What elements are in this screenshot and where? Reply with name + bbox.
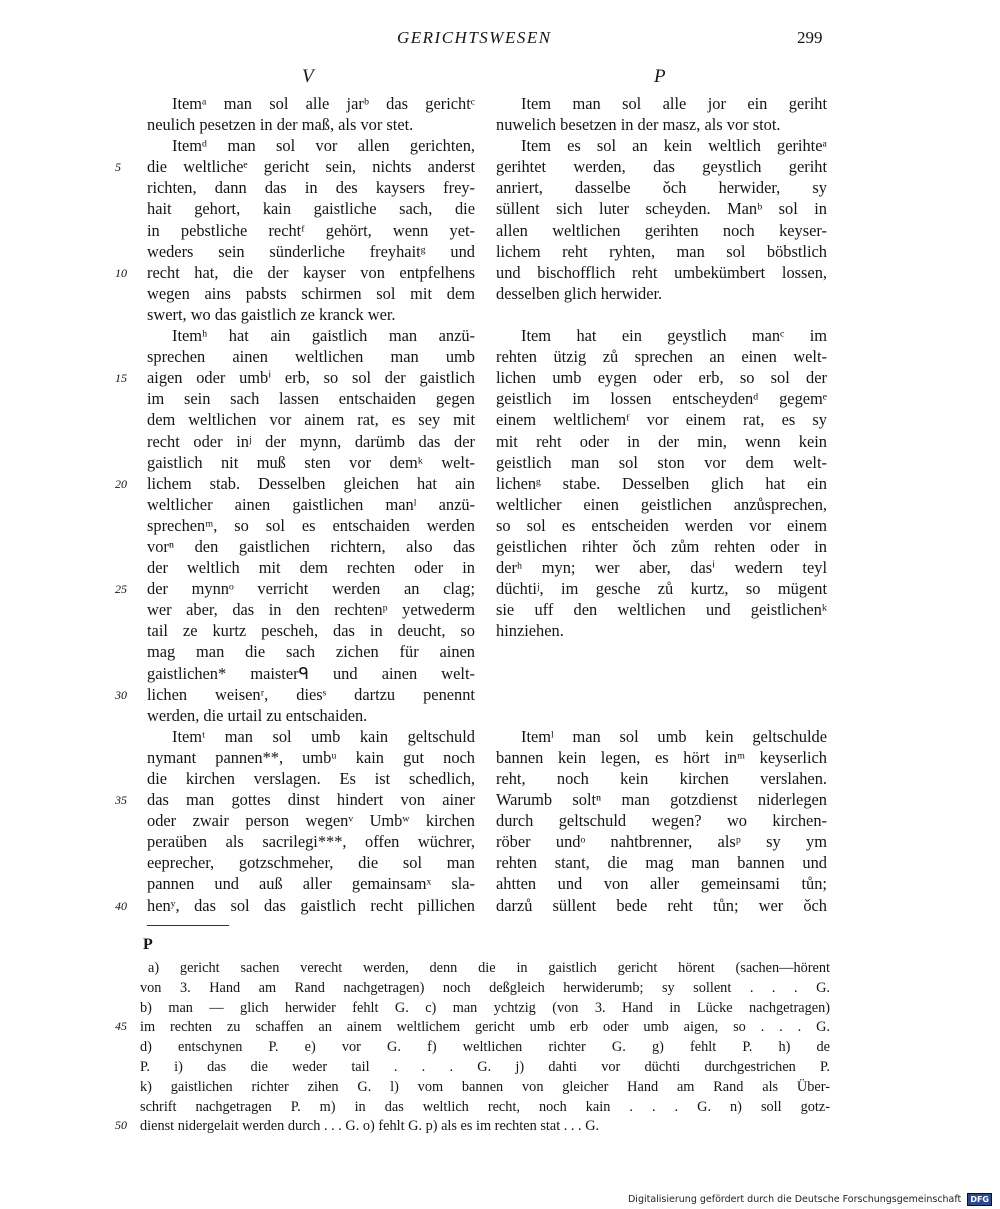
- apparatus-line: a) gericht sachen verecht werden, denn die in gaistlich gericht hörent (sachen—hörent: [148, 960, 830, 976]
- text-line: peraüben als sacrilegi***, offen wüchrer,: [147, 832, 475, 852]
- text-line: swert, wo das gaistlich ze kranck wer.: [147, 304, 396, 324]
- left-column-text: [147, 93, 475, 916]
- line-number: 50: [115, 1118, 127, 1132]
- text-line: nuwelich besetzen in der masz, als vor stot.: [496, 115, 781, 135]
- text-line: Itemᵈ man sol vor allen gerichten,: [172, 136, 475, 156]
- left-column-siglum: V: [302, 66, 314, 87]
- text-line: mit reht oder in der min, wenn kein: [496, 431, 827, 451]
- text-line: richten, dann das in des kaysers frey-: [147, 178, 475, 198]
- text-line: gerihtet werden, das geystlich geriht: [496, 157, 827, 177]
- text-line: lichem stab. Desselben gleichen hat ain: [147, 473, 475, 493]
- apparatus-line: dienst nidergelait werden durch . . . G. o) fehlt G. p) als es im rechten stat . . . G.: [140, 1118, 600, 1135]
- text-line: geistlich im lossen entscheydenᵈ gegemᵉ: [496, 389, 827, 409]
- text-line: die weltlicheᵉ gericht sein, nichts anderst: [147, 157, 475, 177]
- line-number: 15: [115, 371, 127, 385]
- text-line: lichen umb eygen oder erb, so sol der: [496, 368, 827, 388]
- text-line: Warumb soltⁿ man gotzdienst niderlegen: [496, 790, 827, 810]
- text-line: oder zwair person wegenᵛ Umbʷ kirchen: [147, 811, 475, 831]
- text-line: hait gehort, kain gaistliche sach, die: [147, 199, 475, 219]
- line-number: 20: [115, 477, 127, 491]
- text-line: Item es sol an kein weltlich gerihteᵃ: [521, 136, 827, 156]
- text-line: recht hat, die der kayser von entpfelhens: [147, 262, 475, 282]
- line-number: 35: [115, 793, 127, 807]
- text-line: ahtten und von aller gemeinsami tůn;: [496, 874, 827, 894]
- text-line: im sein sach lassen entschaiden gegen: [147, 389, 475, 409]
- text-line: neulich pesetzen in der maß, als vor stet.: [147, 115, 414, 135]
- apparatus-line: im rechten zu schaffen an ainem weltlichem gericht umb erb oder umb aigen, so . . . G.: [140, 1019, 830, 1036]
- text-line: hinziehen.: [496, 621, 564, 641]
- text-line: gaistlichen* maisterᑫ und ainen welt-: [147, 663, 475, 683]
- line-number: 5: [115, 160, 121, 174]
- footnote-rule: [147, 925, 229, 926]
- text-line: Itemᵗ man sol umb kain geltschuld: [172, 726, 475, 746]
- apparatus-line: b) man — glich herwider fehlt G. c) man ychtzig (von 3. Hand in Lücke nachgetragen): [140, 999, 830, 1016]
- text-line: nymant pannen**, umbᵘ kain gut noch: [147, 747, 475, 767]
- text-line: darzů süllent bede reht tůn; wer ǒch: [496, 895, 827, 915]
- text-line: lichenᵍ stabe. Desselben glich hat ein: [496, 473, 827, 493]
- text-line: wegen ains pabsts schirmen sol mit dem: [147, 283, 475, 303]
- text-line: bannen kein legen, es hört inᵐ keyserlich: [496, 747, 827, 767]
- line-number: 40: [115, 899, 127, 913]
- text-line: der weltlich mit dem rechten oder in: [147, 558, 475, 578]
- text-line: das man gottes dinst hindert von ainer: [147, 790, 475, 810]
- text-line: vorⁿ den gaistlichen richtern, also das: [147, 536, 475, 556]
- critical-apparatus: [140, 959, 830, 1137]
- apparatus-line: d) entschynen P. e) vor G. f) weltlichen richter G. g) fehlt P. h) de: [140, 1039, 830, 1056]
- text-line: Item man sol alle jor ein geriht: [521, 94, 827, 113]
- text-line: röber undᵒ nahtbrenner, alsᵖ sy ym: [496, 832, 827, 852]
- text-line: der mynnᵒ verricht werden an clag;: [147, 579, 475, 599]
- text-line: derʰ myn; wer aber, dasⁱ wedern teyl: [496, 558, 827, 578]
- text-line: reht, noch kein kirchen verslahen.: [496, 769, 827, 789]
- text-line: rehten ützig zů sprechen an einen welt-: [496, 347, 827, 367]
- text-line: lichen weisenʳ, diesˢ dartzu penennt: [147, 684, 475, 704]
- paragraph-gap: [496, 304, 827, 325]
- section-gap: [496, 641, 827, 725]
- page-header: [0, 28, 1000, 50]
- dfg-logo: DFG: [967, 1193, 992, 1206]
- text-line: durch geltschuld wegen? wo kirchen-: [496, 811, 827, 831]
- text-line: und bischofflich reht umbekümbert lossen,: [496, 262, 827, 282]
- right-column-siglum: P: [654, 66, 666, 87]
- text-line: süllent sich luter scheyden. Manᵇ sol in: [496, 199, 827, 219]
- text-line: gaistlich nit muß sten vor demᵏ welt-: [147, 452, 475, 472]
- text-line: dem weltlichen vor ainem rat, es sey mit: [147, 410, 475, 430]
- text-line: einem weltlichemᶠ vor einem rat, es sy: [496, 410, 827, 430]
- apparatus-siglum: P: [143, 936, 153, 953]
- text-line: geistlich man sol ston vor dem welt-: [496, 452, 827, 472]
- text-line: mag man die sach zichen für ainen: [147, 642, 475, 662]
- line-number: 30: [115, 688, 127, 702]
- right-column-text: [496, 93, 827, 916]
- text-line: allen weltlichen gerihten noch keyser-: [496, 220, 827, 240]
- text-line: so sol es entscheiden werden vor einem: [496, 515, 827, 535]
- text-line: pannen und auß aller gemainsamˣ sla-: [147, 874, 475, 894]
- text-line: lichem reht ryhten, man sol böbstlich: [496, 241, 827, 261]
- text-line: aigen oder umbⁱ erb, so sol der gaistlich: [147, 368, 475, 388]
- text-line: werden, die urtail zu entschaiden.: [147, 705, 368, 725]
- apparatus-line: P. i) das die weder tail . . . G. j) dahti vor düchti durchgestrichen P.: [140, 1058, 830, 1075]
- text-line: weltlicher ainen gaistlichen manˡ anzü-: [147, 494, 475, 514]
- text-line: die kirchen verslagen. Es ist schedlich,: [147, 769, 475, 788]
- line-number: 45: [115, 1019, 127, 1033]
- text-line: eeprecher, gotzschmeher, die sol man: [147, 853, 475, 873]
- text-line: Itemˡ man sol umb kein geltschulde: [521, 726, 827, 746]
- digitization-credit: [628, 1193, 992, 1206]
- line-number: 25: [115, 582, 127, 596]
- text-line: tail ze kurtz pescheh, das in deucht, so: [147, 621, 475, 641]
- text-line: desselben glich herwider.: [496, 283, 663, 303]
- credit-text: Digitalisierung gefördert durch die Deutsche Forschungsgemeinschaft: [627, 1194, 962, 1205]
- apparatus-line: von 3. Hand am Rand nachgetragen) noch deßgleich herwiderumb; sy sollent . . . G.: [140, 979, 830, 996]
- text-line: recht oder inʲ der mynn, darümb das der: [147, 431, 475, 451]
- text-line: weders sein sünderliche freyhaitᵍ und: [147, 241, 475, 261]
- apparatus-line: k) gaistlichen richter zihen G. l) vom bannen von gleicher Hand am Rand als Über-: [140, 1078, 830, 1095]
- text-line: anriert, dasselbe ǒch herwider, sy: [496, 178, 827, 198]
- text-line: sprechen ainen weltlichen man umb: [147, 347, 475, 367]
- running-title: GERICHTSWESEN: [397, 28, 552, 47]
- apparatus-line: schrift nachgetragen P. m) in das weltlich recht, noch kain . . . G. n) soll gotz-: [140, 1098, 830, 1115]
- text-line: sprechenᵐ, so sol es entschaiden werden: [147, 515, 475, 535]
- text-line: Itemᵃ man sol alle jarᵇ das gerichtᶜ: [172, 94, 475, 113]
- text-line: sie uff den weltlichen und geistlichenᵏ: [496, 600, 827, 620]
- text-line: rehten stant, die mag man bannen und: [496, 853, 827, 873]
- text-line: wer aber, das in den rechtenᵖ yetwederm: [147, 600, 475, 620]
- text-line: geistlichen rihter ǒch zům rehten oder in: [496, 536, 827, 556]
- text-line: Item hat ein geystlich manᶜ im: [521, 326, 827, 346]
- text-line: Itemʰ hat ain gaistlich man anzü-: [172, 326, 475, 346]
- text-line: henʸ, das sol das gaistlich recht pillichen: [147, 895, 475, 915]
- text-line: weltlicher einen geistlichen anzůsprechen,: [496, 494, 827, 514]
- line-number: 10: [115, 266, 127, 280]
- text-line: in pebstliche rechtᶠ gehört, wenn yet-: [147, 220, 475, 240]
- text-line: düchtiʲ, im gesche zů kurtz, so mügent: [496, 579, 827, 599]
- page-number: 299: [797, 28, 823, 47]
